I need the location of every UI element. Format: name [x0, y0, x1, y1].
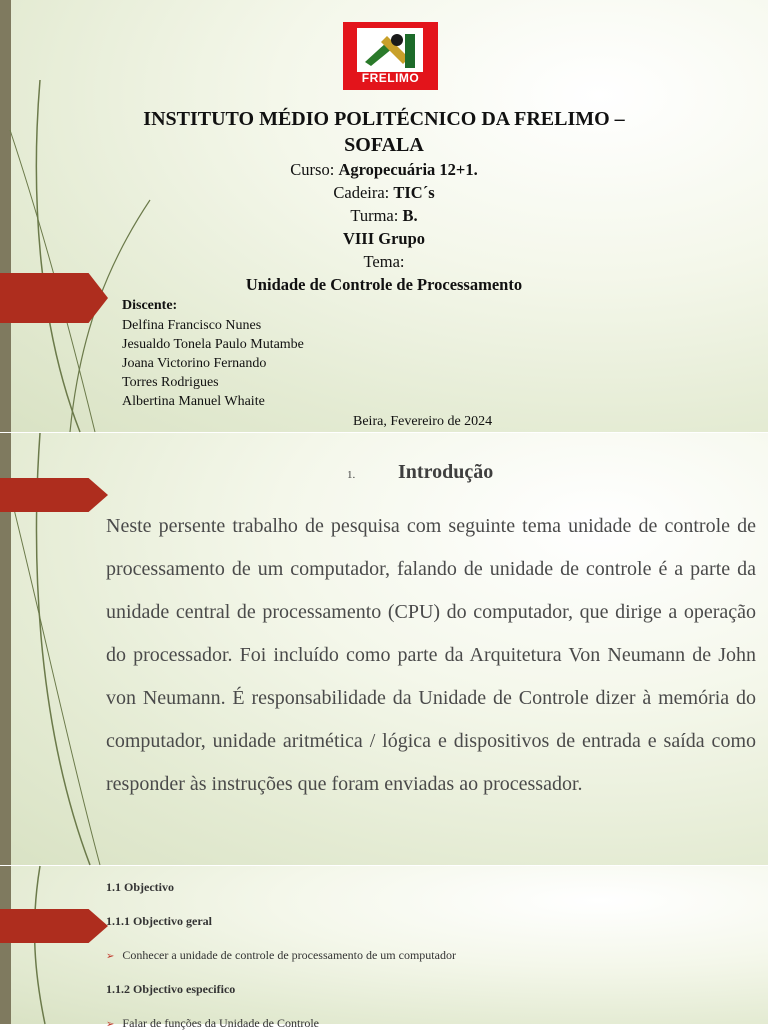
introduction-paragraph: Neste persente trabalho de pesquisa com seguinte tema unidade de controle de processamento de um computador, falando de unidade de controle é a parte da unidade central de processamento (CPU) do computador, que dirige a operação do processador. Foi incluído como parte da Arquitetura Von Neumann de John von Neumann. É responsabilidade da Unidade de Controle dizer à memória do computador, unidade aritmética / lógica e dispositivos de entrada e saída como responder às instruções que foram enviadas ao processador. [106, 515, 756, 795]
student-name: Torres Rodrigues [122, 375, 219, 390]
section-number: 1. [347, 469, 356, 481]
arrow-bullet-icon: ➢ [106, 1019, 115, 1030]
frelimo-logo [343, 22, 438, 90]
objectivo-geral-heading: 1.1.1 Objectivo geral [106, 914, 212, 928]
student-name: Joana Victorino Fernando [122, 356, 267, 371]
logo-emblem [357, 28, 423, 72]
turma-line: Turma: B. [350, 206, 418, 225]
place-date: Beira, Fevereiro de 2024 [353, 414, 493, 429]
list-item: ➢ Falar de funções da Unidade de Controle [106, 1016, 319, 1030]
arrow-bullet-icon: ➢ [106, 951, 115, 962]
slide-edge-bar [0, 866, 11, 1024]
emblem-icon [357, 28, 423, 72]
tema-value: Unidade de Controle de Processamento [245, 275, 523, 294]
accent-tab [0, 909, 108, 943]
list-item: ➢ Conhecer a unidade de controle de processamento de um computador [106, 948, 456, 962]
accent-tab [0, 478, 108, 512]
objectivo-especifico-heading: 1.1.2 Objectivo especifico [106, 982, 236, 996]
student-name: Albertina Manuel Whaite [122, 394, 265, 409]
cadeira-line: Cadeira: TIC´s [333, 183, 435, 202]
objectives-slide [0, 866, 768, 1030]
section-heading: Introdução [398, 461, 494, 483]
student-name: Jesualdo Tonela Paulo Mutambe [122, 337, 304, 352]
discente-label: Discente: [122, 298, 178, 313]
objectivo-heading: 1.1 Objectivo [106, 880, 174, 894]
institute-title: INSTITUTO MÉDIO POLITÉCNICO DA FRELIMO – SOFALA [143, 108, 625, 156]
tema-label: Tema: [363, 252, 405, 271]
title-slide [0, 0, 768, 432]
grupo-line: VIII Grupo [342, 229, 426, 248]
curso-line: Curso: Agropecuária 12+1. [290, 160, 478, 179]
student-name: Delfina Francisco Nunes [122, 318, 262, 333]
logo-text: FRELIMO [361, 71, 420, 85]
